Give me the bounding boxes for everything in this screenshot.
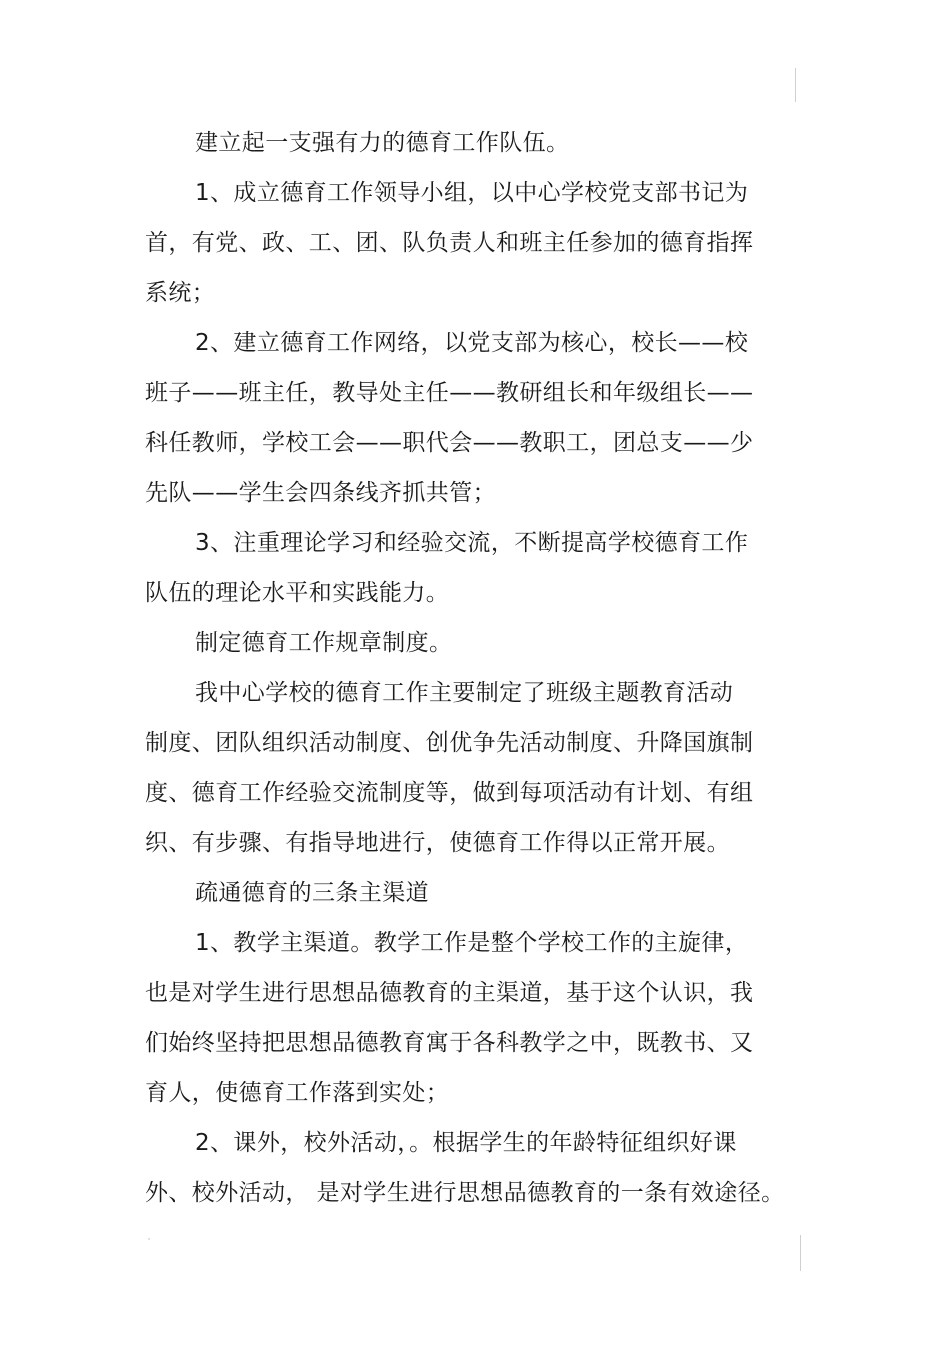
paragraph-line: 也是对学生进行思想品德教育的主渠道，基于这个认识，我	[145, 980, 754, 1006]
paragraph-line: 班子——班主任，教导处主任——教研组长和年级组长——	[145, 380, 754, 406]
paragraph-line: 外、校外活动， 是对学生进行思想品德教育的一条有效途径。	[145, 1180, 785, 1206]
paragraph-line: 织、有步骤、有指导地进行，使德育工作得以正常开展。	[145, 830, 730, 856]
paragraph-line: 度、德育工作经验交流制度等，做到每项活动有计划、有组	[145, 780, 754, 806]
paragraph-line: 先队——学生会四条线齐抓共管；	[145, 480, 496, 506]
paragraph-line: 育人，使德育工作落到实处；	[145, 1080, 450, 1106]
paragraph-line: 制度、团队组织活动制度、创优争先活动制度、升降国旗制	[145, 730, 754, 756]
page-edge-mark-top	[795, 68, 796, 102]
page-speck	[148, 1238, 150, 1240]
paragraph-line: 系统；	[145, 280, 216, 306]
heading-team: 建立起一支强有力的德育工作队伍。	[195, 130, 570, 156]
paragraph-line: 2、建立德育工作网络，以党支部为核心，校长——校	[195, 330, 749, 356]
page-edge-mark-bottom	[800, 1235, 801, 1271]
paragraph-line: 科任教师，学校工会——职代会——教职工，团总支——少	[145, 430, 754, 456]
heading-rules: 制定德育工作规章制度。	[195, 630, 453, 656]
paragraph-line: 1、成立德育工作领导小组，以中心学校党支部书记为	[195, 180, 749, 206]
paragraph-line: 们始终坚持把思想品德教育寓于各科教学之中，既教书、又	[145, 1030, 754, 1056]
paragraph-line: 2、课外，校外活动，。根据学生的年龄特征组织好课	[195, 1130, 737, 1156]
paragraph-line: 首，有党、政、工、团、队负责人和班主任参加的德育指挥	[145, 230, 754, 256]
paragraph-line: 我中心学校的德育工作主要制定了班级主题教育活动	[195, 680, 734, 706]
paragraph-line: 3、注重理论学习和经验交流，不断提高学校德育工作	[195, 530, 749, 556]
paragraph-line: 1、教学主渠道。教学工作是整个学校工作的主旋律，	[195, 930, 749, 956]
paragraph-line: 队伍的理论水平和实践能力。	[145, 580, 450, 606]
heading-channels: 疏通德育的三条主渠道	[195, 880, 429, 906]
